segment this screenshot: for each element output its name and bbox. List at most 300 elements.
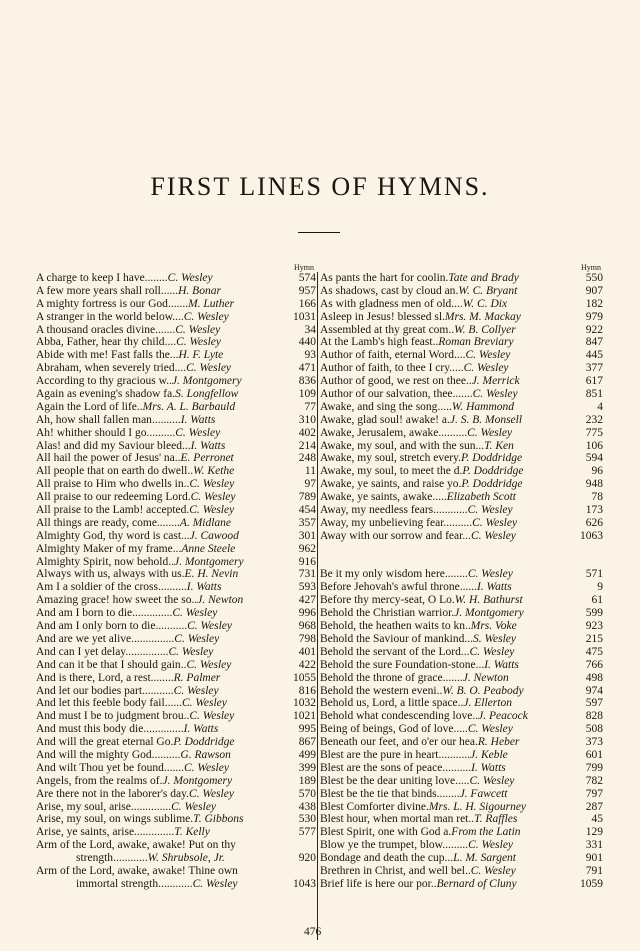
hymn-entry [320,440,603,453]
hymn-entry [36,697,316,710]
author: Mrs. M. Mackay [444,310,521,323]
author: C. Wesley [173,684,219,697]
first-line: A charge to keep I have [36,272,145,284]
hymn-number: 775 [585,426,603,439]
hymn-entry [320,620,603,633]
first-line: And will the great eternal Go [36,736,171,749]
author: R. Palmer [173,671,221,684]
hymn-number: 907 [585,284,603,297]
author: J. Peacock [478,710,528,723]
dot-leader: .. [432,336,439,349]
author: T. Ken [484,439,514,452]
first-line: All praise to the Lamb! accepted [36,504,187,517]
hymn-entry [36,517,316,530]
hymn-number: 594 [585,452,603,465]
first-line: Away, my unbelieving fear [320,516,444,529]
author: C. Wesley [172,607,218,620]
author: C. Wesley [189,504,235,517]
hymn-entry [36,659,316,672]
author: J. Keble [470,748,508,761]
hymn-entry [36,710,316,723]
first-line: Behold what condescending love [320,710,473,723]
dot-leader: .. [174,452,181,465]
author: Tate and Brady [448,272,519,284]
author: W. Hammond [451,400,515,413]
hymn-entry [36,478,316,491]
hymn-number: 570 [298,787,316,800]
first-line: Author of faith, to thee I cry [320,362,450,375]
hymn-entry [320,401,603,414]
dot-leader: ........... [142,684,174,697]
author: I. Watts [186,581,222,594]
author: Mrs. Voke [470,620,517,633]
dot-leader: . [159,774,163,787]
hymn-number: 499 [298,748,316,761]
first-line: Blest be the dear uniting love [320,774,456,787]
dot-leader: . [451,594,455,607]
dot-leader: .. [166,375,172,388]
hymn-entry [320,852,603,865]
hymn-entry [36,801,316,814]
hymn-entry [36,852,316,865]
dot-leader: .............. [143,723,184,736]
dot-leader: ....... [167,297,189,310]
hymn-entry [36,633,316,646]
hymn-number: 45 [591,813,603,826]
first-line: Blest hour, when mortal man ret [320,813,469,826]
first-line: All praise to our redeeming Lord [36,491,188,504]
author: R. Heber [477,736,520,749]
dot-leader: ... [475,658,485,671]
hymn-number: 789 [298,491,316,504]
dot-leader: ........ [444,568,468,581]
hymn-number: 248 [298,452,316,465]
first-line: Again as evening's shadow fa [36,388,173,401]
hymn-entry [36,620,316,633]
author: C. Wesley [184,761,229,774]
dot-leader: .............. [134,826,175,839]
hymn-number: 301 [298,529,316,542]
dot-leader: ... [181,529,190,542]
hymn-number: 626 [585,516,603,529]
dot-leader: ... [444,852,454,865]
first-line: Angels, from the realms of [36,774,160,787]
dot-leader: ........ [144,272,168,284]
hymn-number: 920 [298,852,316,865]
hymn-number: 454 [298,504,316,517]
hymn-number: 377 [585,362,603,375]
dot-leader: .......... [146,426,176,439]
hymn-entry [36,685,316,698]
dot-leader: .. [187,465,194,478]
hymn-entry [320,749,603,762]
first-line: Brief life is here our por [320,877,431,890]
hymn-entry [320,878,603,891]
author: C. Wesley [467,568,513,581]
hymn-number: 968 [298,620,316,633]
hymn-entry [36,826,316,839]
author: J. Montgomery [162,774,233,787]
dot-leader: . [426,800,429,813]
hymn-entry [320,427,603,440]
author: C. Wesley [175,426,221,439]
hymn-number: 617 [585,375,603,388]
hymn-number: 215 [585,632,603,645]
section-gap [320,543,603,556]
hymn-number: 232 [585,413,603,426]
hymn-entry [36,607,316,620]
first-line: Am I a soldier of the cross [36,581,158,594]
first-line: Bondage and death the cup [320,852,445,865]
dot-leader: ..... [437,400,452,413]
page-number: 476 [304,926,322,938]
hymn-entry [36,788,316,801]
hymn-number: 979 [585,310,603,323]
author: C. Wesley [186,658,232,671]
author: C. Wesley [181,697,227,710]
first-line: And will the mighty God [36,748,152,761]
dot-leader: .. [472,710,479,723]
hymn-number: 402 [298,426,316,439]
hymn-number: 78 [591,491,603,504]
first-line: Arise, my soul, on wings sublime [36,813,191,826]
hymn-number: 173 [585,504,603,517]
author: I. Watts [180,413,216,426]
dot-leader: .......... [151,413,181,426]
author: J. Montgomery [174,555,244,568]
hymn-number: 957 [298,284,316,297]
author: J. Montgomery [454,607,524,620]
first-line: Before Jehovah's awful throne [320,581,460,594]
dot-leader: ...... [164,697,182,710]
hymn-number: 77 [304,400,316,413]
hymn-number: 401 [298,645,316,658]
hymn-number: 731 [298,568,316,581]
hymn-entry [320,594,603,607]
dot-leader: .......... [438,426,468,439]
hymn-number: 1021 [293,710,316,723]
dot-leader: .... [451,297,463,310]
hymn-number: 475 [585,645,603,658]
hymn-column-header: Hymn [581,263,601,272]
first-line: immortal strength [76,877,159,890]
hymn-number: 851 [585,388,603,401]
first-line: Blest are the pure in heart [320,748,439,761]
first-line: Asleep in Jesus! blessed sl [320,310,443,323]
dot-leader: ... [169,349,179,362]
hymn-entry [320,324,603,337]
first-line: Away with our sorrow and fear [320,529,463,542]
first-line: Abba, Father, hear thy child [36,336,165,349]
hymn-entry [36,736,316,749]
hymn-number: 498 [585,671,603,684]
hymn-number: 996 [298,607,316,620]
left-column [36,263,316,891]
hymn-number: 331 [585,839,603,852]
author: J. S. B. Monsell [449,413,523,426]
author: E. H. Nevin [184,568,239,581]
first-line: Abraham, when severely tried [36,362,175,375]
dot-leader: .. [465,375,472,388]
author: J. Newton [462,671,509,684]
hymn-number: 836 [298,375,316,388]
hymn-entry [36,749,316,762]
author: W. C. Dix [462,297,508,310]
dot-leader: .. [465,620,471,633]
hymn-entry [36,672,316,685]
author: C. Wesley [171,800,217,813]
author: J. Ellerton [463,697,512,710]
first-line: Ah! whither should I go [36,426,147,439]
author: C. Wesley [190,491,236,504]
first-line: And can it be that I should gain [36,658,181,671]
first-line: Awake, my soul, and with the sun [320,439,476,452]
hymn-entry [320,465,603,478]
author: T. Kelly [174,826,210,839]
first-line: strength [76,852,114,865]
hymn-entry [36,594,316,607]
dot-leader: ........... [155,620,188,633]
hymn-entry [36,375,316,388]
hymn-number: 797 [585,787,603,800]
hymn-number: 601 [585,748,603,761]
hymn-number: 109 [298,388,316,401]
author: H. Bonar [178,284,221,297]
first-line: Be it my only wisdom here [320,568,445,581]
author: C. Wesley [187,620,233,633]
author: C. Wesley [176,336,221,349]
hymn-number: 995 [298,723,316,736]
first-line: Before thy mercy-seat, O Lo [320,594,452,607]
dot-leader: ....... [442,671,463,684]
hymn-entry [320,414,603,427]
dot-leader: ..... [432,491,447,504]
dot-leader: ... [460,645,470,658]
author: W. C. Bryant [458,284,518,297]
dot-leader: ... [475,439,485,452]
hymn-number: 97 [304,478,316,491]
author: H. F. Lyte [178,349,224,362]
hymn-entry [320,285,603,298]
author: C. Wesley [168,645,214,658]
first-line: Author of good, we rest on thee [320,375,466,388]
hymn-entry [36,556,316,569]
dot-leader: .......... [443,516,473,529]
dot-leader: .... [164,336,177,349]
hymn-number: 11 [304,465,316,478]
first-line: Ah, how shall fallen man [36,413,152,426]
author: C. Wesley [189,787,234,800]
hymn-entry [320,607,603,620]
author: I. Watts [183,723,219,736]
dot-leader: . [181,568,185,581]
first-line: Arm of the Lord, awake, awake! Thine own [36,864,238,877]
hymn-entry [36,839,316,852]
dot-leader: .............. [130,800,172,813]
first-line: A few more years shall roll [36,284,161,297]
hymn-entry [320,581,603,594]
author: I. Watts [190,439,226,452]
author: T. Gibbons [193,813,244,826]
author: M. Luther [188,297,235,310]
author: Bernard of Cluny [436,877,517,890]
first-line: And can I yet delay [36,645,126,658]
hymn-number: 530 [298,813,316,826]
first-line: Awake, ye saints, awake [320,491,433,504]
hymn-entry [320,375,603,388]
first-line: Awake, my soul, to meet the d [320,465,460,478]
first-line: Arm of the Lord, awake, awake! Put on thy [36,839,236,852]
first-line: Behold the sure Foundation-stone [320,658,476,671]
hymn-number: 550 [585,272,603,284]
author: I. Watts [484,658,519,671]
first-line: And let this feeble body fail [36,697,165,710]
first-line: Being of beings, God of love [320,723,454,736]
author: C. Wesley [192,877,238,890]
dot-leader: . [448,826,452,839]
dot-leader: . [170,736,174,749]
hymn-number: 923 [585,620,603,633]
author: P. Doddridge [460,452,523,465]
first-line: Almighty God, thy word is cast [36,529,182,542]
dot-leader: ........ [436,787,460,800]
dot-leader: ....... [163,761,184,774]
dot-leader: .. [183,710,190,723]
dot-leader: .. [465,864,471,877]
dot-leader: .. [136,400,143,413]
hymn-number: 34 [304,323,316,336]
hymn-number: 357 [298,516,316,529]
dot-leader: . [445,272,449,284]
author: Mrs. L. H. Sigourney [428,800,527,813]
dot-leader: .. [448,323,455,336]
hymn-number: 1059 [580,877,603,890]
first-line: As with gladness men of old [320,297,452,310]
hymn-number: 438 [298,800,316,813]
dot-leader: . [455,284,459,297]
first-line: Author of faith, eternal Word [320,349,454,362]
hymn-number: 782 [585,774,603,787]
author: C. Wesley [183,310,229,323]
dot-leader: .. [180,658,187,671]
first-line: Awake, glad soul! awake! a [320,413,447,426]
hymn-number: 1031 [293,310,316,323]
author: C. Wesley [468,839,514,852]
author: L. M. Sargent [453,852,516,865]
hymn-entry [320,736,603,749]
dot-leader: ........ [156,516,180,529]
hymn-number: 471 [298,362,316,375]
author: C. Wesley [465,349,511,362]
first-line: And must this body die [36,723,144,736]
hymn-entry [36,646,316,659]
hymn-number: 948 [585,478,603,491]
dot-leader: . [451,607,455,620]
hymn-number: 1055 [293,671,316,684]
hymn-entry [36,530,316,543]
hymn-entry [320,801,603,814]
dot-leader: ...... [160,284,179,297]
hymn-number: 791 [585,864,603,877]
hymn-entry [320,272,603,285]
hymn-entry [36,568,316,581]
dot-leader: ........... [438,748,471,761]
author: S. Wesley [473,632,517,645]
dot-leader: ............ [113,852,148,865]
dot-leader: ............ [433,504,468,517]
hymn-entry [36,272,316,285]
first-line: Behold us, Lord, a little space [320,697,458,710]
hymn-entry [36,775,316,788]
author: P. Doddridge [461,478,523,491]
hymn-entry [320,298,603,311]
author: W. H. Bathurst [454,594,523,607]
author: C. Wesley [189,478,235,491]
first-line: Brethren in Christ, and well bel [320,864,465,877]
dot-leader: .......... [158,581,187,594]
first-line: Behold the western eveni [320,684,437,697]
hymn-entry [36,581,316,594]
hymn-number: 93 [304,349,316,362]
dot-leader: ... [464,632,473,645]
first-line: Awake, ye saints, and raise yo [320,478,459,491]
hymn-entry [36,427,316,440]
hymn-number: 214 [298,439,316,452]
first-line: Almighty Spirit, now behold [36,555,169,568]
first-line: Assembled at thy great com [320,323,449,336]
hymn-number: 901 [585,852,603,865]
first-line: Always with us, always with us [36,568,182,581]
author: W. Shrubsole, Jr. [147,852,225,865]
hymn-entry [320,478,603,491]
first-line: Beneath our feet, and o'er our hea [320,736,476,749]
hymn-entry [36,336,316,349]
first-line: Arise, ye saints, arise [36,826,135,839]
hymn-entry [36,813,316,826]
first-line: And is there, Lord, a rest [36,671,151,684]
author: P. Doddridge [462,465,524,478]
first-line: Abide with me! Fast falls the [36,349,170,362]
title-rule [298,232,340,233]
first-line: And wilt Thou yet be found [36,761,164,774]
first-line: Behold the throne of grace [320,671,443,684]
hymn-entry [36,543,316,556]
hymn-number: 599 [585,607,603,620]
first-line: A mighty fortress is our God [36,297,168,310]
hymn-number: 799 [585,761,603,774]
hymn-number: 189 [298,774,316,787]
author: C. Wesley [175,323,221,336]
page-title: FIRST LINES OF HYMNS. [150,172,490,201]
dot-leader: . [186,504,190,517]
dot-leader: . [458,452,461,465]
hymn-entry [320,530,603,543]
hymn-entry [320,504,603,517]
hymn-number: 922 [585,323,603,336]
dot-leader: ............... [131,632,175,645]
author: J. Fawcett [459,787,508,800]
hymn-number: 287 [585,800,603,813]
hymn-number: 593 [298,581,316,594]
first-line: And am I born to die [36,607,133,620]
dot-leader: . [172,388,176,401]
hymn-number: 445 [585,349,603,362]
author: E. Perronet [180,452,234,465]
first-line: Blest are the sons of peace [320,761,443,774]
dot-leader: . [458,478,462,491]
author: J. Cawood [189,529,239,542]
hymn-entry [36,504,316,517]
